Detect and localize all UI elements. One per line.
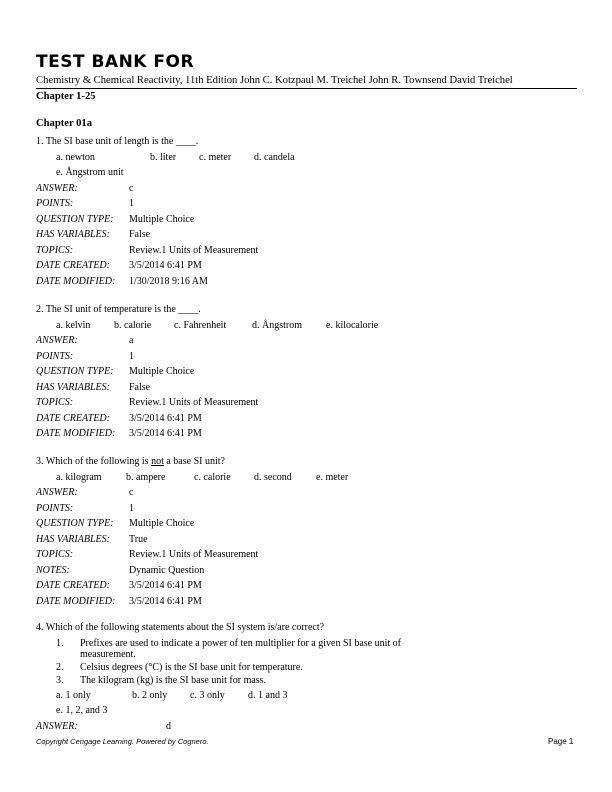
footer-copyright: Copyright Cengage Learning. Powered by Cognero. xyxy=(36,737,209,746)
choice-b: b. 2 only xyxy=(132,689,168,701)
choice-b: b. calorie xyxy=(114,319,152,331)
points-row: POINTS: 1 xyxy=(36,502,134,514)
answer-row: ANSWER: a xyxy=(36,335,134,346)
topics-row: TOPICS: Review.1 Units of Measurement xyxy=(36,244,259,256)
statement-list xyxy=(36,638,576,686)
question-4-text: 4. Which of the following statements about the SI system is/are correct? xyxy=(36,622,325,633)
question-type-row: QUESTION TYPE: Multiple Choice xyxy=(36,366,195,377)
choice-c: c. 3 only xyxy=(190,689,225,701)
topics-row: TOPICS: Review.1 Units of Measurement xyxy=(36,397,259,408)
question-3 xyxy=(36,454,576,609)
points-row: POINTS: 1 xyxy=(36,198,134,209)
choice-e: e. meter xyxy=(316,471,349,483)
choice-e: e. 1, 2, and 3 xyxy=(56,705,108,716)
choice-a: a. 1 only xyxy=(56,689,91,701)
question-1-text: 1. The SI base unit of length is the ____. xyxy=(36,136,199,147)
footer-page-number: Page 1 xyxy=(548,737,574,746)
header-divider xyxy=(36,88,577,89)
choice-b: b. liter xyxy=(150,151,177,163)
question-1-choices xyxy=(36,150,576,166)
date-modified-row: DATE MODIFIED: 3/5/2014 6:41 PM xyxy=(36,595,202,607)
document-title: TEST BANK FOR xyxy=(36,52,195,72)
notes-row: NOTES: Dynamic Question xyxy=(36,564,205,576)
emphasis-not: not xyxy=(151,456,164,467)
topics-row: TOPICS: Review.1 Units of Measurement xyxy=(36,549,259,560)
choice-e: e. kilocalorie xyxy=(326,319,379,331)
answer-row: ANSWER: c xyxy=(36,487,134,498)
question-3-text: 3. Which of the following is not a base SI unit? xyxy=(36,456,225,467)
book-subtitle: Chemistry & Chemical Reactivity, 11th Edition John C. Kotzpaul M. Treichel John R. Townsend David Treichel xyxy=(36,75,513,86)
choice-b: b. ampere xyxy=(126,471,166,483)
has-variables-row: HAS VARIABLES: False xyxy=(36,229,151,240)
question-type-row: QUESTION TYPE: Multiple Choice xyxy=(36,213,195,225)
question-4-choices xyxy=(36,688,576,704)
statement-1: 1. Prefixes are used to indicate a power of ten multiplier for a given SI base unit of measurement. xyxy=(56,637,402,660)
choice-c: c. Fahrenheit xyxy=(174,319,227,331)
has-variables-row: HAS VARIABLES: False xyxy=(36,381,151,393)
question-type-row: QUESTION TYPE: Multiple Choice xyxy=(36,518,195,529)
points-row: POINTS: 1 xyxy=(36,350,134,362)
choice-d: d. 1 and 3 xyxy=(248,689,288,701)
date-modified-row: DATE MODIFIED: 3/5/2014 6:41 PM xyxy=(36,428,202,439)
date-created-row: DATE CREATED: 3/5/2014 6:41 PM xyxy=(36,412,202,424)
choice-c: c. calorie xyxy=(194,471,231,483)
statement-2: 2. Celsius degrees (°C) is the SI base unit for temperature. xyxy=(56,661,303,673)
question-1 xyxy=(36,134,576,289)
chapter-heading: Chapter 01a xyxy=(36,118,93,129)
choice-d: d. Ångstrom xyxy=(252,319,302,331)
has-variables-row: HAS VARIABLES: True xyxy=(36,533,148,545)
question-2-text: 2. The SI unit of temperature is the ____. xyxy=(36,304,201,315)
choice-a: a. kilogram xyxy=(56,471,102,483)
choice-d: d. candela xyxy=(254,151,295,163)
choice-e: e. Ångstrom unit xyxy=(56,167,124,178)
choice-a: a. newton xyxy=(56,151,95,163)
question-4 xyxy=(36,620,576,734)
date-modified-row: DATE MODIFIED: 1/30/2018 9:16 AM xyxy=(36,275,208,287)
choice-d: d. second xyxy=(254,471,292,483)
date-created-row: DATE CREATED: 3/5/2014 6:41 PM xyxy=(36,260,202,271)
answer-row: ANSWER: c xyxy=(36,182,134,194)
question-3-choices xyxy=(36,470,576,486)
choice-a: a. kelvin xyxy=(56,319,91,331)
chapter-range: Chapter 1-25 xyxy=(36,91,96,102)
statement-3: 3. The kilogram (kg) is the SI base unit for mass. xyxy=(56,674,267,686)
date-created-row: DATE CREATED: 3/5/2014 6:41 PM xyxy=(36,580,202,591)
question-2-choices xyxy=(36,318,576,334)
answer-row: ANSWER: d xyxy=(36,720,171,732)
question-2 xyxy=(36,302,576,442)
choice-c: c. meter xyxy=(199,151,232,163)
